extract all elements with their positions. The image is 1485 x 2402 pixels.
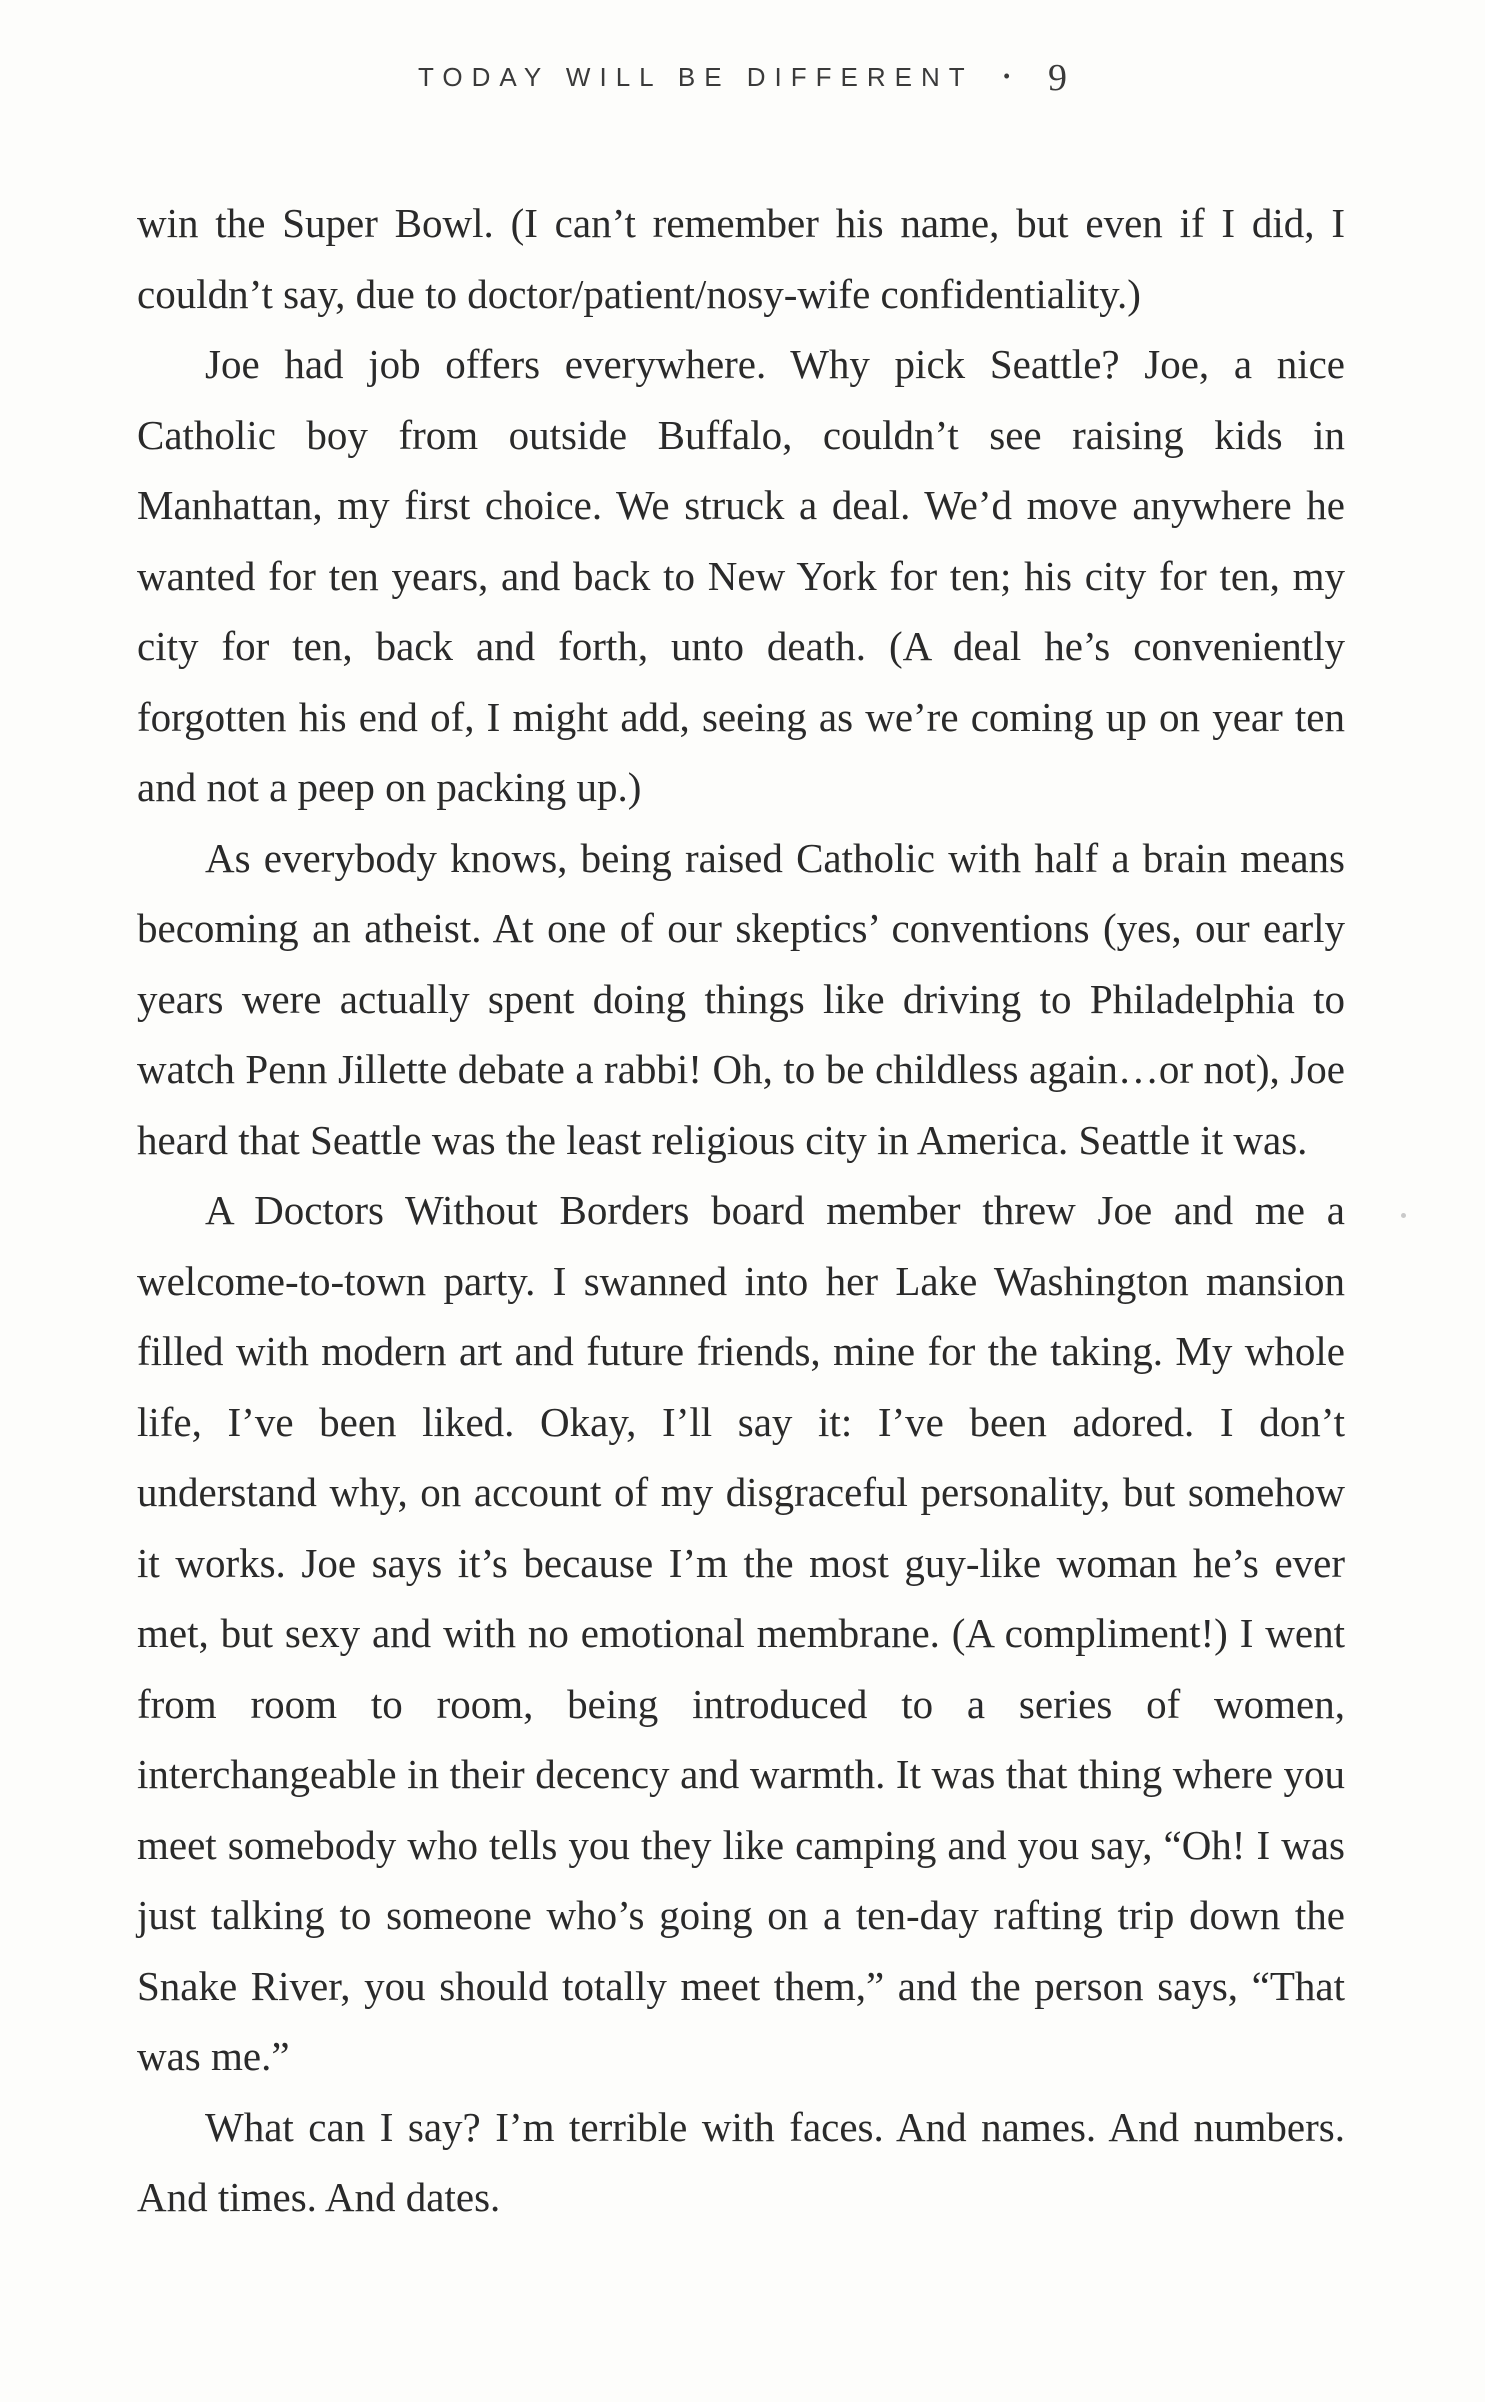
body-text: [137, 188, 1345, 2233]
paragraph-job-offers: Joe had job offers everywhere. Why pick Seattle? Joe, a nice Catholic boy from outside Buffalo, couldn’t see raising kids in Manhattan, my first choice. We struck a deal. We’d move anywhere he wanted for ten years, and back to New York for ten; his city for ten, my city for ten, back and forth, unto death. (A deal he’s conveniently forgotten his end of, I might add, seeing as we’re coming up on year ten and not a peep on packing up.): [137, 341, 1345, 810]
paragraph-party: A Doctors Without Borders board member threw Joe and me a welcome-to-town party. I swanned into her Lake Washington mansion filled with modern art and future friends, mine for the taking. My whole life, I’ve been liked. Okay, I’ll say it: I’ve been adored. I don’t understand why, on account of my disgraceful personality, but somehow it works. Joe says it’s because I’m the most guy-like woman he’s ever met, but sexy and with no emotional membrane. (A compliment!) I went from room to room, being introduced to a series of women, interchangeable in their decency and warmth. It was that thing where you meet somebody who tells you they like camping and you say, “Oh! I was just talking to someone who’s going on a ten-day rafting trip down the Snake River, you should totally meet them,” and the person says, “That was me.”: [137, 1187, 1345, 2079]
running-head: [0, 52, 1485, 99]
running-title: TODAY WILL BE DIFFERENT: [418, 62, 974, 92]
paragraph-faces: What can I say? I’m terrible with faces. And names. And numbers. And times. And dates.: [137, 2103, 1345, 2220]
paragraph-continued: win the Super Bowl. (I can’t remember his name, but even if I did, I couldn’t say, due to doctor/patient/nosy-wife confidentiality.): [137, 200, 1345, 317]
header-bullet: •: [1003, 66, 1010, 86]
paragraph-atheist: As everybody knows, being raised Catholic with half a brain means becoming an atheist. At one of our skeptics’ conventions (yes, our early years were actually spent doing things like driving to Philadelphia to watch Penn Jillette debate a rabbi! Oh, to be childless again…or not), Joe heard that Seattle was the least religious city in America. Seattle it was.: [137, 834, 1345, 1163]
paper-speck: [1401, 1213, 1406, 1218]
page-number: 9: [1047, 57, 1067, 99]
